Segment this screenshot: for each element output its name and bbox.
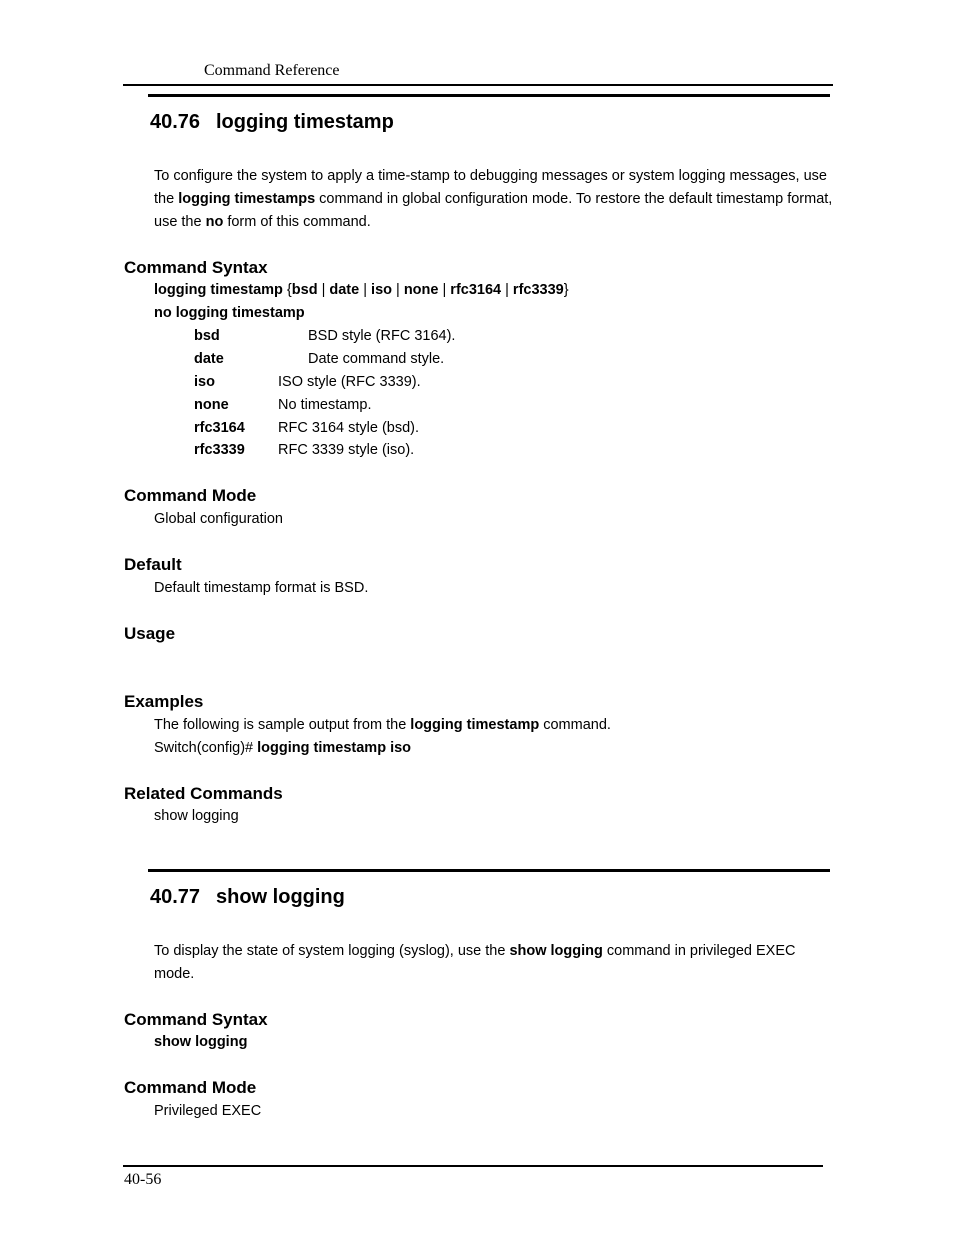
param-name-text: none bbox=[194, 397, 229, 413]
command-syntax-heading: Command Syntax bbox=[124, 1010, 268, 1029]
section-77-rule bbox=[148, 869, 830, 872]
command-syntax-heading: Command Syntax bbox=[124, 258, 268, 277]
intro-text: form of this command. bbox=[223, 214, 371, 230]
syntax-line bbox=[154, 282, 569, 298]
intro-text: To display the state of system logging (syslog), use the bbox=[154, 943, 510, 959]
header-rule bbox=[123, 84, 833, 86]
running-header: Command Reference bbox=[204, 62, 340, 79]
param-name-text: rfc3339 bbox=[194, 442, 245, 458]
related-commands-heading: Related Commands bbox=[124, 784, 283, 803]
section-name: show logging bbox=[216, 886, 345, 908]
param-desc: ISO style (RFC 3339). bbox=[278, 374, 421, 390]
command-mode-text: Privileged EXEC bbox=[154, 1103, 262, 1119]
syntax-option: bsd bbox=[291, 282, 318, 298]
syntax-command: logging timestamp bbox=[154, 282, 283, 298]
intro-command: show logging bbox=[509, 943, 603, 959]
param-name bbox=[194, 397, 229, 413]
syntax-separator: | bbox=[359, 282, 372, 298]
usage-heading: Usage bbox=[124, 624, 176, 643]
syntax-separator: | bbox=[438, 282, 451, 298]
section-number: 40.77 bbox=[150, 886, 201, 908]
example-command: logging timestamp bbox=[410, 717, 540, 733]
param-desc: No timestamp. bbox=[278, 397, 372, 413]
syntax-separator: | bbox=[501, 282, 513, 298]
command-mode-heading: Command Mode bbox=[124, 1078, 257, 1097]
syntax-no-command: no logging timestamp bbox=[154, 305, 305, 321]
param-desc: Date command style. bbox=[308, 351, 445, 367]
section-name: logging timestamp bbox=[216, 111, 394, 133]
section-number: 40.76 bbox=[150, 111, 201, 133]
footer-rule bbox=[123, 1165, 823, 1167]
section-76-intro bbox=[154, 165, 834, 234]
section-77-intro bbox=[154, 940, 834, 986]
param-desc: RFC 3164 style (bsd). bbox=[278, 420, 420, 436]
intro-text: command in privileged EXEC mode. bbox=[154, 943, 796, 982]
intro-keyword: no bbox=[205, 214, 224, 230]
default-text: Default timestamp format is BSD. bbox=[154, 580, 369, 596]
syntax-no-line bbox=[154, 305, 305, 321]
default-heading: Default bbox=[124, 555, 182, 574]
param-name bbox=[194, 442, 245, 458]
syntax-brace: { bbox=[282, 282, 292, 298]
cli-prompt: Switch(config)# bbox=[154, 740, 258, 756]
related-command: show logging bbox=[154, 808, 239, 824]
syntax-command: show logging bbox=[154, 1034, 248, 1050]
syntax-option: rfc3164 bbox=[450, 282, 502, 298]
syntax-option: iso bbox=[371, 282, 392, 298]
syntax-separator: | bbox=[392, 282, 404, 298]
param-name-text: iso bbox=[194, 374, 215, 390]
command-mode-heading: Command Mode bbox=[124, 486, 257, 505]
param-name-text: bsd bbox=[194, 328, 220, 344]
syntax-option: date bbox=[329, 282, 360, 298]
intro-command: logging timestamps bbox=[178, 191, 316, 207]
section-76-rule bbox=[148, 94, 830, 97]
syntax-separator: | bbox=[317, 282, 330, 298]
syntax-option: none bbox=[403, 282, 439, 298]
param-name-text: date bbox=[194, 351, 224, 367]
param-name bbox=[194, 351, 224, 367]
syntax-brace: } bbox=[563, 282, 569, 298]
example-text: The following is sample output from the bbox=[154, 717, 411, 733]
intro-text: To configure the system to apply a time-stamp to debugging messages or system logging messages, use the bbox=[154, 168, 827, 207]
examples-heading: Examples bbox=[124, 692, 204, 711]
param-name bbox=[194, 374, 215, 390]
page-number: 40-56 bbox=[124, 1171, 162, 1188]
cli-command: logging timestamp iso bbox=[257, 740, 412, 756]
example-cli bbox=[154, 740, 411, 756]
param-name bbox=[194, 328, 220, 344]
example-intro bbox=[154, 717, 611, 733]
syntax-line bbox=[154, 1034, 247, 1050]
section-77-title bbox=[150, 886, 345, 909]
command-mode-text: Global configuration bbox=[154, 511, 283, 527]
section-76-title bbox=[150, 111, 394, 134]
intro-text: command in global configuration mode. To restore the default timestamp format, use the bbox=[154, 191, 833, 230]
syntax-option: rfc3339 bbox=[512, 282, 564, 298]
example-text: command. bbox=[539, 717, 611, 733]
param-desc: RFC 3339 style (iso). bbox=[278, 442, 415, 458]
param-name-text: rfc3164 bbox=[194, 420, 245, 436]
param-name bbox=[194, 420, 245, 436]
param-desc: BSD style (RFC 3164). bbox=[308, 328, 456, 344]
